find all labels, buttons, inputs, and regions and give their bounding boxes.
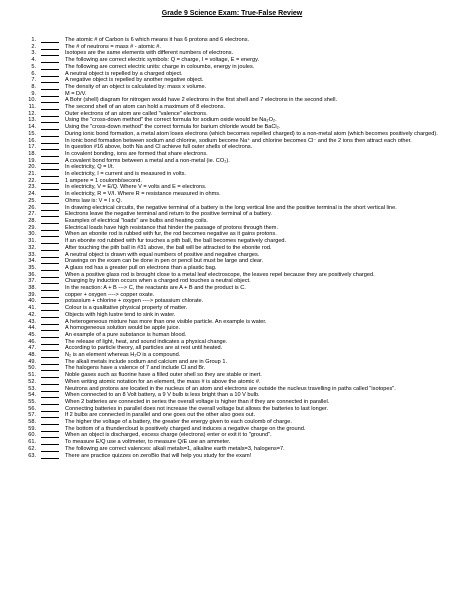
- question-row: [14, 386, 454, 393]
- answer-blank[interactable]: [41, 419, 59, 425]
- answer-blank[interactable]: [41, 158, 59, 164]
- answer-blank[interactable]: [41, 205, 59, 211]
- question-text: When an ebonite rod is rubbed with fur, the rod becomes negative as it gains protons.: [65, 231, 277, 238]
- question-text: In the reaction: A + B ---> C, the reactants are A + B and the product is C.: [65, 285, 246, 292]
- question-row: [14, 91, 454, 98]
- question-number: 26.: [28, 204, 36, 211]
- exam-title: Grade 9 Science Exam: True-False Review: [161, 10, 303, 17]
- answer-blank[interactable]: [41, 439, 59, 445]
- question-number: 37.: [28, 278, 36, 285]
- question-number: 30.: [28, 231, 36, 238]
- question-row: [14, 64, 454, 71]
- question-row: [14, 111, 454, 118]
- answer-blank[interactable]: [41, 151, 59, 157]
- question-text: The alkali metals include sodium and calcium and are in Group 1.: [65, 358, 227, 365]
- question-number: 43.: [28, 318, 36, 325]
- question-row: [14, 419, 454, 426]
- answer-blank[interactable]: [41, 64, 59, 70]
- answer-blank[interactable]: [41, 164, 59, 170]
- answer-blank[interactable]: [41, 292, 59, 298]
- question-text: A negative object is repelled by another negative object.: [65, 77, 204, 84]
- question-number: 56.: [28, 405, 36, 412]
- question-text: copper + oxygen ----> copper oxate.: [65, 291, 155, 298]
- question-number: 51.: [28, 372, 36, 379]
- answer-blank[interactable]: [41, 198, 59, 204]
- question-text: Neutrons and protons are located in the nucleus of an atom and electrons are outside the nucleus travelling in paths called "isotopes".: [65, 385, 396, 392]
- question-number: 44.: [28, 325, 36, 332]
- answer-blank[interactable]: [41, 191, 59, 197]
- question-text: Noble gases such as fluorine have a filled outer shell so they are stable or inert.: [65, 372, 262, 379]
- question-row: [14, 285, 454, 292]
- question-row: [14, 426, 454, 433]
- question-text: When writing atomic notation for an element, the mass # is above the atomic #.: [65, 378, 261, 385]
- question-row: [14, 151, 454, 158]
- question-number: 40.: [28, 298, 36, 305]
- answer-blank[interactable]: [41, 97, 59, 103]
- answer-blank[interactable]: [41, 332, 59, 338]
- question-row: [14, 245, 454, 252]
- answer-blank[interactable]: [41, 285, 59, 291]
- question-number: 50.: [28, 365, 36, 372]
- question-row: [14, 372, 454, 379]
- question-text: The second shell of an atom can hold a maximum of 8 electrons.: [65, 104, 226, 111]
- question-number: 19.: [28, 157, 36, 164]
- question-text: A Bohr (shell) diagram for nitrogen would have 2 electrons in the first shell and 7 electrons in the second shell.: [65, 97, 338, 104]
- question-number: 61.: [28, 439, 36, 446]
- question-row: [14, 432, 454, 439]
- question-text: During ionic bond formation, a metal atom loses electrons (which becomes repelled charged) to a non-metal atom (which becomes positively charged).: [65, 130, 438, 137]
- question-row: [14, 278, 454, 285]
- question-text: In covalent bonding, ions are formed that share electrons.: [65, 150, 208, 157]
- answer-blank[interactable]: [41, 50, 59, 56]
- answer-blank[interactable]: [41, 339, 59, 345]
- answer-blank[interactable]: [41, 171, 59, 177]
- answer-blank[interactable]: [41, 211, 59, 217]
- question-row: [14, 124, 454, 131]
- question-row: [14, 211, 454, 218]
- answer-blank[interactable]: [41, 131, 59, 137]
- question-number: 55.: [28, 398, 36, 405]
- question-text: Electrical loads have high resistance that hinder the passage of protons through them.: [65, 224, 279, 231]
- question-text: The release of light, heat, and sound indicates a physical change.: [65, 338, 228, 345]
- question-row: [14, 339, 454, 346]
- question-text: In question #16 above, both Na and Cl achieve full outer shells of electrons.: [65, 144, 253, 151]
- answer-blank[interactable]: [41, 225, 59, 231]
- question-number: 29.: [28, 224, 36, 231]
- question-text: In ionic bond formation between sodium and chlorine, sodium become Na⁺ and chlorine becomes Cl⁻ and the 2 ions then attract each other.: [65, 137, 412, 144]
- question-number: 48.: [28, 352, 36, 359]
- question-text: When 2 batteries are connected in series the overall voltage is higher than if they are connected in parallel.: [65, 398, 330, 405]
- question-number: 46.: [28, 338, 36, 345]
- question-row: [14, 352, 454, 359]
- question-row: [14, 446, 454, 453]
- question-text: The higher the voltage of a battery, the greater the energy given to each coulomb of charge.: [65, 419, 292, 426]
- question-text: A covalent bond forms between a metal and a non-metal (ie. CO₂).: [65, 157, 230, 164]
- answer-blank[interactable]: [41, 319, 59, 325]
- question-row: [14, 37, 454, 44]
- question-text: An example of a pure substance is human blood.: [65, 331, 187, 338]
- question-text: The bottom of a thundercloud is positively charged and induces a negative charge on the ground.: [65, 425, 306, 432]
- answer-blank[interactable]: [41, 245, 59, 251]
- question-row: [14, 453, 454, 460]
- question-text: When connected to an 8 Volt battery, a 9 V bulb is less bright than a 10 V bulb.: [65, 392, 260, 399]
- question-number: 25.: [28, 197, 36, 204]
- question-text: According to particle theory, all particles are at rest until heated.: [65, 345, 223, 352]
- answer-blank[interactable]: [41, 258, 59, 264]
- question-number: 45.: [28, 331, 36, 338]
- question-text: Drawings on the exam can be done in pen or pencil but must be large and clear.: [65, 258, 264, 265]
- question-text: A homogeneous solution would be apple juice.: [65, 325, 181, 332]
- question-row: [14, 144, 454, 151]
- answer-blank[interactable]: [41, 144, 59, 150]
- question-number: 57.: [28, 412, 36, 419]
- answer-blank[interactable]: [41, 117, 59, 123]
- question-row: [14, 272, 454, 279]
- question-text: potassium + chlorine + oxygen ----> potassium chlorate.: [65, 298, 204, 305]
- question-row: [14, 292, 454, 299]
- question-text: N₂ is an element whereas H₂O is a compound.: [65, 352, 181, 359]
- question-text: To measure E/Q use a voltmeter, to measure Q/E use an ammeter.: [65, 439, 231, 446]
- question-text: Objects with high lustre tend to sink in water.: [65, 311, 176, 318]
- question-row: [14, 50, 454, 57]
- question-text: Using the "cross-down method" the correct formula for sodium oxide would be Na₂O₂.: [65, 117, 277, 124]
- answer-blank[interactable]: [41, 399, 59, 405]
- question-text: The halogens have a valence of 7 and include Cl and Br.: [65, 365, 206, 372]
- question-text: Ohms law is: V = I x Q.: [65, 197, 123, 204]
- question-number: 15.: [28, 130, 36, 137]
- answer-blank[interactable]: [41, 352, 59, 358]
- question-number: 4.: [31, 57, 36, 64]
- question-number: 31.: [28, 238, 36, 245]
- question-row: [14, 392, 454, 399]
- question-text: Outer electrons of an atom are called "valence" electrons.: [65, 110, 208, 117]
- answer-blank[interactable]: [41, 359, 59, 365]
- question-row: [14, 399, 454, 406]
- question-row: [14, 332, 454, 339]
- question-row: [14, 325, 454, 332]
- question-text: In electricity, R = V/I. Where R = resistance measured in ohms.: [65, 191, 221, 198]
- answer-blank[interactable]: [41, 91, 59, 97]
- question-number: 42.: [28, 311, 36, 318]
- answer-blank[interactable]: [41, 426, 59, 432]
- question-text: If 2 bulbs are connected in parallel and one goes out the other also goes out.: [65, 412, 256, 419]
- question-row: [14, 158, 454, 165]
- question-row: [14, 298, 454, 305]
- question-text: Colour is a qualitative physical property of matter.: [65, 305, 188, 312]
- answer-blank[interactable]: [41, 71, 59, 77]
- answer-blank[interactable]: [41, 184, 59, 190]
- question-row: [14, 191, 454, 198]
- question-number: 2.: [31, 43, 36, 50]
- question-text: The following are correct valences: alkali metals=1, alkaline earth metals=3, halogens=7.: [65, 445, 285, 452]
- answer-blank[interactable]: [41, 406, 59, 412]
- question-row: [14, 345, 454, 352]
- question-text: In electricity, Q = I/t.: [65, 164, 115, 171]
- answer-blank[interactable]: [41, 372, 59, 378]
- question-row: [14, 198, 454, 205]
- question-number: 22.: [28, 177, 36, 184]
- question-row: [14, 104, 454, 111]
- question-row: [14, 97, 454, 104]
- question-number: 18.: [28, 150, 36, 157]
- question-number: 33.: [28, 251, 36, 258]
- question-number: 28.: [28, 217, 36, 224]
- question-number: 49.: [28, 358, 36, 365]
- question-text: In electricity, I = current and is measured in volts.: [65, 171, 186, 178]
- question-number: 35.: [28, 264, 36, 271]
- question-number: 10.: [28, 97, 36, 104]
- answer-blank[interactable]: [41, 104, 59, 110]
- question-row: [14, 205, 454, 212]
- question-row: [14, 171, 454, 178]
- question-text: M = D/V.: [65, 90, 87, 97]
- question-row: [14, 439, 454, 446]
- question-row: [14, 131, 454, 138]
- question-number: 6.: [31, 70, 36, 77]
- question-row: [14, 312, 454, 319]
- question-number: 53.: [28, 385, 36, 392]
- question-text: The following are correct electric units: charge in coloumbs, energy in joules.: [65, 63, 255, 70]
- question-number: 7.: [31, 77, 36, 84]
- question-number: 12.: [28, 110, 36, 117]
- answer-blank[interactable]: [41, 432, 59, 438]
- question-text: Examples of electrical "loads" are bulbs and heating coils.: [65, 217, 208, 224]
- question-number: 23.: [28, 184, 36, 191]
- question-number: 14.: [28, 124, 36, 131]
- question-text: In drawing electrical circuits, the negative terminal of a battery is the long vertical line and the positive terminal is the short vertical line.: [65, 204, 397, 211]
- question-number: 59.: [28, 425, 36, 432]
- answer-blank[interactable]: [41, 453, 59, 459]
- question-row: [14, 44, 454, 51]
- question-row: [14, 77, 454, 84]
- question-text: If an ebonite rod rubbed with fur touches a pith ball, the ball becomes negatively charged.: [65, 238, 287, 245]
- answer-blank[interactable]: [41, 345, 59, 351]
- question-row: [14, 406, 454, 413]
- question-row: [14, 84, 454, 91]
- answer-blank[interactable]: [41, 77, 59, 83]
- question-text: The # of neutrons = mass # - atomic #.: [65, 43, 161, 50]
- question-row: [14, 319, 454, 326]
- question-number: 16.: [28, 137, 36, 144]
- question-number: 36.: [28, 271, 36, 278]
- question-number: 1.: [31, 37, 36, 43]
- answer-blank[interactable]: [41, 57, 59, 63]
- answer-blank[interactable]: [41, 412, 59, 418]
- question-text: A neutral object is drawn with equal numbers of positive and negative charges.: [65, 251, 260, 258]
- answer-blank[interactable]: [41, 252, 59, 258]
- answer-blank[interactable]: [41, 305, 59, 311]
- answer-blank[interactable]: [41, 392, 59, 398]
- answer-blank[interactable]: [41, 231, 59, 237]
- answer-blank[interactable]: [41, 178, 59, 184]
- answer-blank[interactable]: [41, 44, 59, 50]
- answer-blank[interactable]: [41, 325, 59, 331]
- question-text: When a positive glass rod is brought close to a metal leaf electroscope, the leaves repel because they are positively charged.: [65, 271, 375, 278]
- question-text: A heterogeneous mixture has more than one visible particle. An example is water.: [65, 318, 267, 325]
- question-row: [14, 178, 454, 185]
- question-number: 3.: [31, 50, 36, 57]
- question-row: [14, 265, 454, 272]
- question-row: [14, 258, 454, 265]
- question-text: Isotopes are the same elements with different numbers of electrons.: [65, 50, 234, 57]
- answer-blank[interactable]: [41, 379, 59, 385]
- answer-blank[interactable]: [41, 218, 59, 224]
- answer-blank[interactable]: [41, 37, 59, 43]
- question-text: Electrons leave the negative terminal and return to the positive terminal of a battery.: [65, 211, 272, 218]
- answer-blank[interactable]: [41, 111, 59, 117]
- question-number: 41.: [28, 305, 36, 312]
- question-number: 5.: [31, 63, 36, 70]
- question-text: In electricity, V = E/Q. Where V = volts and E = electrons.: [65, 184, 207, 191]
- question-number: 60.: [28, 432, 36, 439]
- question-row: [14, 225, 454, 232]
- question-row: [14, 305, 454, 312]
- question-text: There are practice quizzes on zeroBio that will help you study for the exam!: [65, 452, 252, 459]
- question-number: 27.: [28, 211, 36, 218]
- answer-blank[interactable]: [41, 238, 59, 244]
- answer-blank[interactable]: [41, 298, 59, 304]
- answer-blank[interactable]: [41, 84, 59, 90]
- question-row: [14, 412, 454, 419]
- question-number: 11.: [28, 104, 36, 111]
- question-number: 62.: [28, 445, 36, 452]
- question-text: Charging by induction occurs when a charged rod touches a neutral object.: [65, 278, 251, 285]
- question-row: [14, 138, 454, 145]
- question-text: The density of an object is calculated by: mass x volume.: [65, 83, 207, 90]
- question-row: [14, 184, 454, 191]
- question-row: [14, 231, 454, 238]
- question-number: 32.: [28, 244, 36, 251]
- answer-blank[interactable]: [41, 272, 59, 278]
- question-text: A glass rod has a greater pull on electrons than a plastic bag.: [65, 264, 217, 271]
- question-text: Connecting batteries in parallel does not increase the overall voltage but allows the batteries to last longer.: [65, 405, 329, 412]
- question-text: After touching the pith ball in #31 above, the ball will be attracted to the ebonite rod.: [65, 244, 272, 251]
- question-row: [14, 365, 454, 372]
- question-number: 54.: [28, 392, 36, 399]
- question-row: [14, 117, 454, 124]
- question-text: A neutral object is repelled by a charged object.: [65, 70, 183, 77]
- question-number: 34.: [28, 258, 36, 265]
- question-row: [14, 71, 454, 78]
- answer-blank[interactable]: [41, 278, 59, 284]
- question-row: [14, 359, 454, 366]
- question-row: [14, 252, 454, 259]
- answer-blank[interactable]: [41, 265, 59, 271]
- question-number: 52.: [28, 378, 36, 385]
- answer-blank[interactable]: [41, 446, 59, 452]
- question-number: 8.: [31, 83, 36, 90]
- question-text: The atomic # of Carbon is 6 which means it has 6 protons and 6 electrons.: [65, 37, 250, 43]
- question-number: 17.: [28, 144, 36, 151]
- answer-blank[interactable]: [41, 312, 59, 318]
- question-row: [14, 218, 454, 225]
- question-list: [14, 37, 454, 459]
- answer-blank[interactable]: [41, 124, 59, 130]
- question-row: [14, 379, 454, 386]
- question-number: 21.: [28, 171, 36, 178]
- answer-blank[interactable]: [41, 138, 59, 144]
- answer-blank[interactable]: [41, 386, 59, 392]
- question-number: 63.: [28, 452, 36, 459]
- question-text: 1 ampere = 1 coulomb/second.: [65, 177, 142, 184]
- question-text: When an object is discharged, excess charge (electrons) enter or exit it to "ground".: [65, 432, 272, 439]
- question-number: 24.: [28, 191, 36, 198]
- question-text: The following are correct electric symbols: Q = charge, I = voltage, E = energy.: [65, 57, 260, 64]
- answer-blank[interactable]: [41, 365, 59, 371]
- question-number: 20.: [28, 164, 36, 171]
- question-number: 47.: [28, 345, 36, 352]
- question-number: 13.: [28, 117, 36, 124]
- question-row: [14, 238, 454, 245]
- question-text: Using the "cross-down method" the correct formula for barium chloride would be BaCl₂.: [65, 124, 281, 131]
- question-row: [14, 164, 454, 171]
- question-number: 39.: [28, 291, 36, 298]
- question-number: 38.: [28, 285, 36, 292]
- question-number: 58.: [28, 419, 36, 426]
- question-number: 9.: [31, 90, 36, 97]
- question-row: [14, 57, 454, 64]
